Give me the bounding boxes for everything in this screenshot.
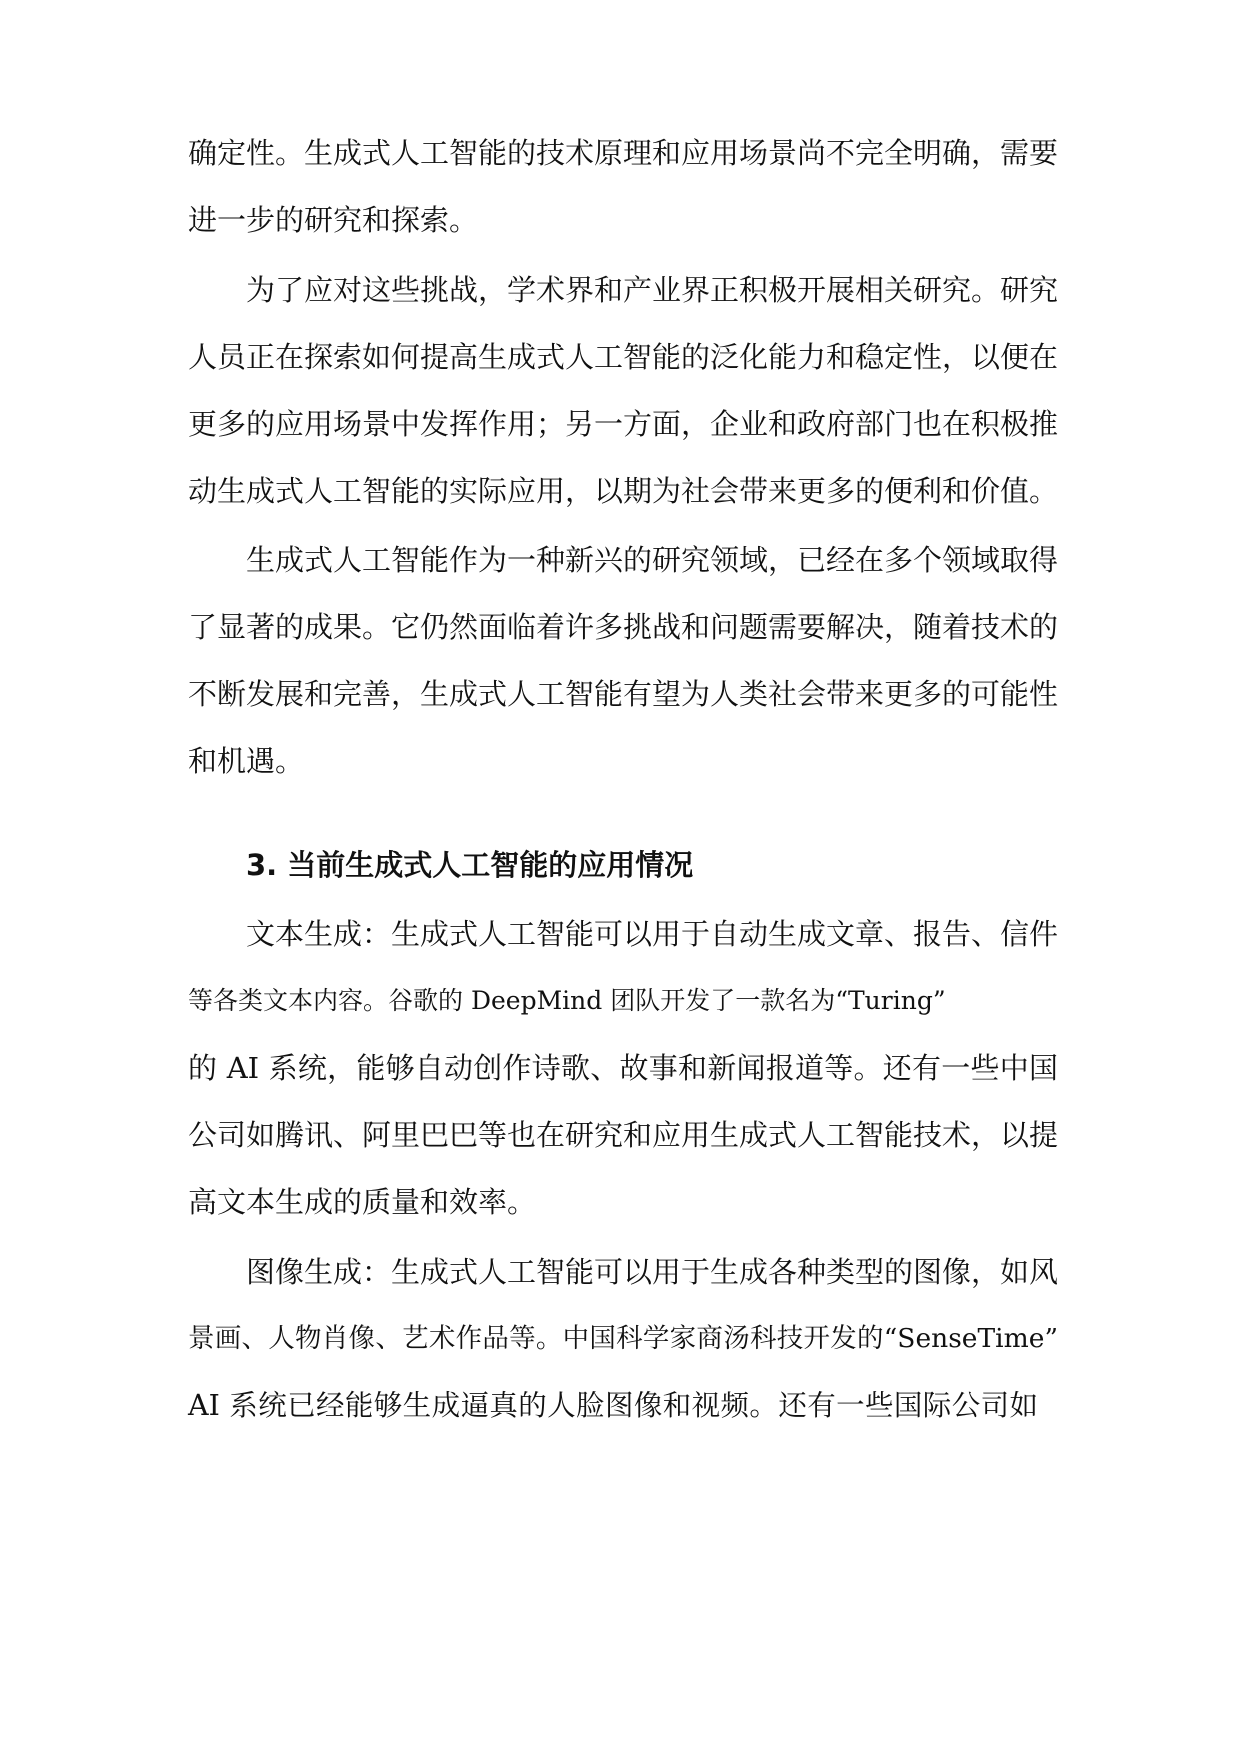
paragraph-3-line-1: 生成式人工智能作为一种新兴的研究领域，已经在多个领域取得 <box>246 543 1059 577</box>
paragraph-2-line-2: 人员正在探索如何提高生成式人工智能的泛化能力和稳定性，以便在 <box>188 340 1059 374</box>
section-paragraph-1-line-3: 的 AI 系统，能够自动创作诗歌、故事和新闻报道等。还有一些中国 <box>188 1051 1058 1085</box>
paragraph-3-line-3: 不断发展和完善，生成式人工智能有望为人类社会带来更多的可能性 <box>188 677 1059 711</box>
section-heading: 3. 当前生成式人工智能的应用情况 <box>246 848 694 882</box>
section-paragraph-1-line-2: 等各类文本内容。谷歌的 DeepMind 团队开发了一款名为“Turing” <box>188 986 946 1015</box>
paragraph-2-line-3: 更多的应用场景中发挥作用；另一方面，企业和政府部门也在积极推 <box>188 407 1059 441</box>
section-paragraph-1-line-5: 高文本生成的质量和效率。 <box>188 1185 537 1219</box>
section-paragraph-2-line-3: AI 系统已经能够生成逼真的人脸图像和视频。还有一些国际公司如 <box>188 1389 1038 1422</box>
paragraph-3-line-4: 和机遇。 <box>188 744 305 778</box>
paragraph-2-line-1: 为了应对这些挑战，学术界和产业界正积极开展相关研究。研究 <box>246 273 1059 307</box>
paragraph-1-line-1: 确定性。生成式人工智能的技术原理和应用场景尚不完全明确，需要 <box>188 136 1059 170</box>
paragraph-1-line-2: 进一步的研究和探索。 <box>188 203 479 237</box>
paragraph-2-line-4: 动生成式人工智能的实际应用，以期为社会带来更多的便利和价值。 <box>188 474 1059 508</box>
section-paragraph-2-line-2: 景画、人物肖像、艺术作品等。中国科学家商汤科技开发的“SenseTime” <box>188 1323 1058 1354</box>
section-paragraph-1-line-4: 公司如腾讯、阿里巴巴等也在研究和应用生成式人工智能技术，以提 <box>188 1118 1059 1152</box>
paragraph-3-line-2: 了显著的成果。它仍然面临着许多挑战和问题需要解决，随着技术的 <box>188 610 1059 644</box>
section-paragraph-2-line-1: 图像生成：生成式人工智能可以用于生成各种类型的图像，如风 <box>246 1255 1059 1289</box>
section-paragraph-1-line-1: 文本生成：生成式人工智能可以用于自动生成文章、报告、信件 <box>246 917 1059 951</box>
